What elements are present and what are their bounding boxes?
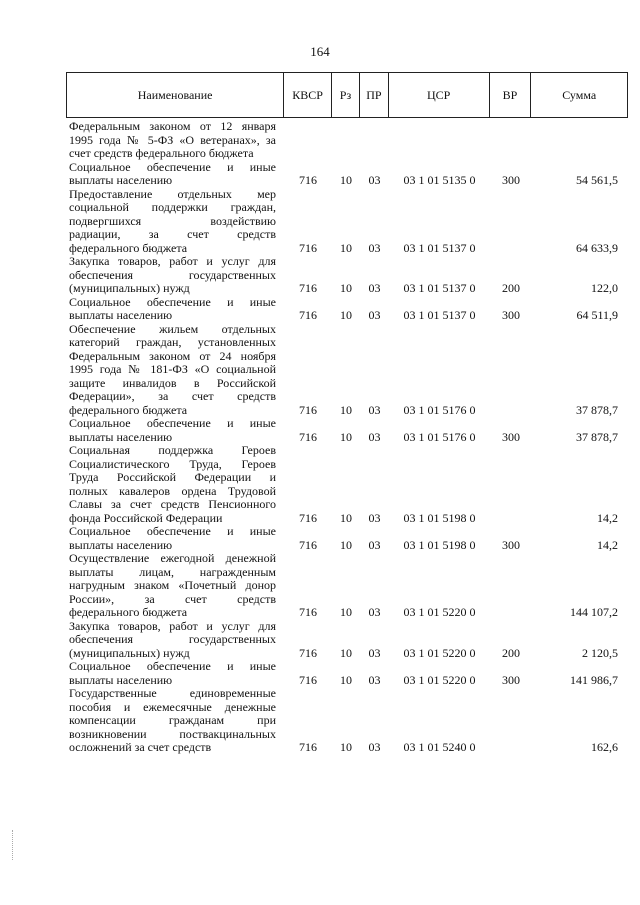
- row-name-line: Социальное обеспечение и иные: [69, 524, 276, 538]
- row-name: [66, 660, 284, 687]
- row-sum: 2 120,5: [582, 645, 618, 660]
- row-kvsr: 716: [299, 240, 317, 255]
- row-vr: 200: [502, 645, 520, 660]
- row-name-line: счет средств федерального бюджета: [69, 146, 254, 160]
- row-kvsr: 716: [299, 510, 317, 525]
- row-vr: 300: [502, 173, 520, 187]
- row-name-line: пособия и ежемесячные денежные: [69, 699, 276, 714]
- row-sum: 37 878,7: [576, 429, 618, 444]
- row-kvsr: 716: [299, 645, 317, 660]
- row-sum: 14,2: [597, 537, 618, 552]
- table-row: [66, 444, 628, 525]
- row-sum: 64 633,9: [576, 240, 618, 255]
- row-name-line: защите инвалидов в Российской: [69, 375, 276, 390]
- row-name-line: федерального бюджета: [69, 240, 188, 255]
- row-vr: 300: [502, 429, 520, 444]
- row-kvsr: 716: [299, 308, 317, 322]
- header-sum: Сумма: [562, 87, 597, 102]
- row-vr: 200: [502, 281, 520, 295]
- row-name-line: Обеспечение жильем отдельных: [69, 321, 276, 336]
- row-kvsr: 716: [299, 537, 317, 552]
- table-header: [66, 72, 628, 118]
- row-vr: 300: [502, 672, 520, 687]
- row-name-line: Закупка товаров, работ и услуг для: [69, 618, 276, 633]
- row-rz: 10: [340, 429, 352, 444]
- row-rz: 10: [340, 645, 352, 660]
- row-name-line: Социальное обеспечение и иные: [69, 416, 276, 430]
- row-sum: 37 878,7: [576, 402, 618, 417]
- row-name-line: 1995 года № 5-ФЗ «О ветеранах», за: [69, 132, 276, 147]
- row-rz: 10: [340, 510, 352, 525]
- table-row: [66, 417, 628, 444]
- row-name-line: категорий граждан, установленных: [69, 335, 276, 349]
- row-vr: 300: [502, 308, 520, 322]
- page-number: 164: [310, 44, 330, 59]
- row-kvsr: 716: [299, 740, 317, 754]
- header-csr: ЦСР: [389, 73, 490, 117]
- header-pr: ПР: [360, 73, 389, 117]
- row-name: [66, 296, 284, 323]
- row-pr: 03: [368, 281, 381, 295]
- row-name: [66, 323, 284, 418]
- table-row: [66, 323, 628, 418]
- margin-mark: [12, 830, 15, 860]
- row-name-line: фонда Российской Федерации: [69, 510, 223, 525]
- table-row: [66, 255, 628, 296]
- row-name-line: выплаты населению: [69, 308, 173, 322]
- row-kvsr: 716: [299, 402, 317, 417]
- table-row: [66, 161, 628, 188]
- row-sum: 14,2: [597, 510, 618, 525]
- row-kvsr: 716: [299, 281, 317, 295]
- table-row: [66, 620, 628, 661]
- row-pr: 03: [368, 605, 381, 619]
- row-pr: 03: [368, 429, 381, 444]
- row-name-line: Предоставление отдельных мер: [69, 186, 276, 201]
- row-name-line: Труда Российской Федерации и: [69, 470, 276, 484]
- row-name-line: Социальная поддержка Героев: [69, 443, 276, 457]
- row-name-line: обеспечения государственных: [69, 267, 276, 282]
- row-name-line: России», за счет средств: [69, 591, 276, 606]
- row-rz: 10: [340, 308, 352, 322]
- row-sum: 64 511,9: [576, 308, 618, 322]
- row-name-line: Государственные единовременные: [69, 686, 276, 700]
- row-name-line: нагрудным знаком «Почетный донор: [69, 578, 276, 592]
- row-name: [66, 552, 284, 620]
- row-csr: 03 1 01 5198 0: [403, 537, 476, 552]
- row-sum: 141 986,7: [570, 672, 618, 687]
- row-pr: 03: [368, 240, 381, 255]
- row-sum: 122,0: [591, 281, 618, 295]
- row-csr: 03 1 01 5176 0: [403, 402, 476, 417]
- header-kvsr: КВСР: [284, 73, 332, 117]
- row-name-line: компенсации гражданам при: [69, 713, 276, 727]
- row-csr: 03 1 01 5137 0: [403, 240, 476, 255]
- row-name: [66, 161, 284, 188]
- row-name: [66, 120, 284, 161]
- row-pr: 03: [368, 740, 381, 754]
- row-csr: 03 1 01 5198 0: [403, 510, 476, 525]
- row-name-line: полных кавалеров ордена Трудовой: [69, 483, 276, 498]
- row-kvsr: 716: [299, 605, 317, 619]
- row-sum: 54 561,5: [576, 173, 618, 187]
- row-csr: 03 1 01 5240 0: [403, 740, 476, 754]
- row-rz: 10: [340, 605, 352, 619]
- table-row: [66, 552, 628, 620]
- header-vr: ВР: [490, 73, 532, 117]
- row-name: [66, 444, 284, 525]
- row-name-line: выплаты населению: [69, 429, 173, 444]
- table-body: [66, 120, 628, 755]
- row-name-line: радиации, за счет средств: [69, 227, 276, 241]
- row-csr: 03 1 01 5220 0: [403, 645, 476, 660]
- row-rz: 10: [340, 281, 352, 295]
- row-pr: 03: [368, 173, 381, 187]
- row-name-line: Федерации», за счет средств: [69, 389, 276, 403]
- header-rz: Рз: [332, 73, 360, 117]
- row-pr: 03: [368, 645, 381, 660]
- row-rz: 10: [340, 537, 352, 552]
- row-name-line: Закупка товаров, работ и услуг для: [69, 254, 276, 268]
- row-csr: 03 1 01 5176 0: [403, 429, 476, 444]
- row-name: [66, 687, 284, 755]
- row-csr: 03 1 01 5137 0: [403, 308, 476, 322]
- row-name-line: обеспечения государственных: [69, 632, 276, 646]
- row-rz: 10: [340, 173, 352, 187]
- row-name: [66, 525, 284, 552]
- table-row: [66, 687, 628, 755]
- row-sum: 162,6: [591, 740, 618, 754]
- row-csr: 03 1 01 5220 0: [403, 605, 476, 619]
- row-name-line: Социалистического Труда, Героев: [69, 456, 276, 471]
- row-name-line: Социальное обеспечение и иные: [69, 294, 276, 309]
- row-name-line: федерального бюджета: [69, 402, 188, 417]
- row-name-line: возникновении поствакцинальных: [69, 726, 276, 741]
- row-name-line: (муниципальных) нужд: [69, 281, 190, 295]
- row-name: [66, 188, 284, 256]
- row-name-line: подвергшихся воздействию: [69, 213, 276, 228]
- row-rz: 10: [340, 402, 352, 417]
- row-name-line: федерального бюджета: [69, 605, 188, 619]
- table-row: [66, 525, 628, 552]
- row-name: [66, 620, 284, 661]
- row-name-line: 1995 года № 181-ФЗ «О социальной: [69, 362, 276, 376]
- row-pr: 03: [368, 308, 381, 322]
- row-name-line: Федеральным законом от 12 января: [69, 119, 276, 133]
- row-name-line: Социальное обеспечение и иные: [69, 159, 276, 174]
- row-rz: 10: [340, 672, 352, 687]
- row-name-line: социальной поддержки граждан,: [69, 200, 276, 214]
- row-sum: 144 107,2: [570, 605, 618, 619]
- row-name-line: (муниципальных) нужд: [69, 645, 190, 660]
- row-name: [66, 417, 284, 444]
- row-name-line: Федеральным законом от 24 ноября: [69, 348, 276, 363]
- row-name-line: Славы за счет средств Пенсионного: [69, 497, 276, 511]
- row-vr: 300: [502, 537, 520, 552]
- row-name-line: выплаты населению: [69, 672, 173, 687]
- table-row: [66, 188, 628, 256]
- row-kvsr: 716: [299, 672, 317, 687]
- table-row: [66, 120, 628, 161]
- row-pr: 03: [368, 402, 381, 417]
- row-name-line: выплаты лицам, награжденным: [69, 564, 276, 579]
- row-name-line: осложнений за счет средств: [69, 740, 212, 754]
- row-name-line: выплаты населению: [69, 173, 173, 187]
- row-pr: 03: [368, 537, 381, 552]
- row-rz: 10: [340, 240, 352, 255]
- row-pr: 03: [368, 672, 381, 687]
- table-row: [66, 660, 628, 687]
- header-name: Наименование: [67, 73, 284, 117]
- row-kvsr: 716: [299, 173, 317, 187]
- row-csr: 03 1 01 5135 0: [403, 173, 476, 187]
- row-csr: 03 1 01 5220 0: [403, 672, 476, 687]
- row-name-line: Социальное обеспечение и иные: [69, 659, 276, 673]
- row-rz: 10: [340, 740, 352, 754]
- row-kvsr: 716: [299, 429, 317, 444]
- row-name: [66, 255, 284, 296]
- row-csr: 03 1 01 5137 0: [403, 281, 476, 295]
- row-pr: 03: [368, 510, 381, 525]
- row-name-line: Осуществление ежегодной денежной: [69, 551, 276, 565]
- table-row: [66, 296, 628, 323]
- row-name-line: выплаты населению: [69, 537, 173, 552]
